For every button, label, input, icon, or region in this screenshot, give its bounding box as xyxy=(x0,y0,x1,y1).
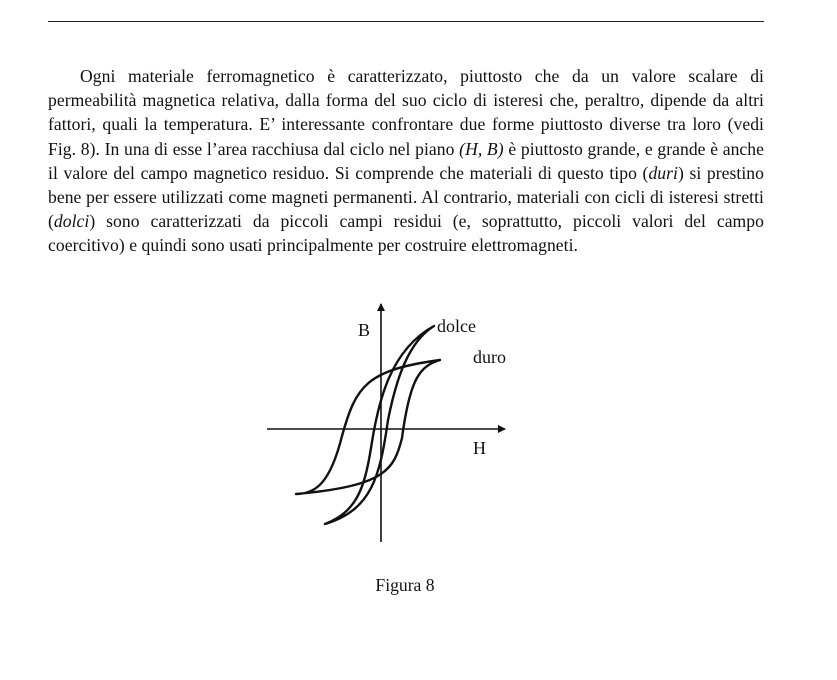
curve-label-dolce: dolce xyxy=(437,316,476,336)
figure-caption: Figura 8 xyxy=(375,575,435,595)
hysteresis-diagram xyxy=(260,298,530,548)
axis-label-b: B xyxy=(358,320,371,340)
header-rule xyxy=(48,21,764,22)
paragraph-text-3: ) si prestino bene per essere utilizzati come magneti permanenti. Al contrario, materiali con cicli di isteresi stretti ( xyxy=(48,162,764,232)
paragraph-text-2: è piuttosto grande, e grande è anche il valore del campo magnetico residuo. Si comprende che materiali di questo tipo ( xyxy=(48,138,764,183)
paragraph-text-1: Ogni materiale ferromagnetico è caratterizzato, piuttosto che da un valore scalare di permeabilità magnetica relativa, dalla forma del suo ciclo di isteresi che, peraltro, dipende da altri fattori, quali la temperatura. E’ interessante confrontare due forme piuttosto diverse tra loro (vedi Fig. 8). In una di esse l’area racchiusa dal ciclo nel piano xyxy=(48,66,764,159)
hb-plane-math: (H, B) xyxy=(459,138,504,159)
paragraph-text-4: ) sono caratterizzati da piccoli campi residui (e, soprattutto, piccoli valori del campo coercitivo) e quindi sono usati principalmente per costruire elettromagneti. xyxy=(48,211,764,256)
term-dolci: dolci xyxy=(53,211,90,232)
axis-label-h: H xyxy=(473,438,486,458)
hysteresis-figure xyxy=(260,298,530,548)
soft-loop-curve xyxy=(325,326,434,524)
body-paragraph xyxy=(48,64,764,258)
curve-label-duro: duro xyxy=(473,347,506,367)
hard-loop-curve xyxy=(296,360,440,494)
term-duri: duri xyxy=(648,162,678,183)
